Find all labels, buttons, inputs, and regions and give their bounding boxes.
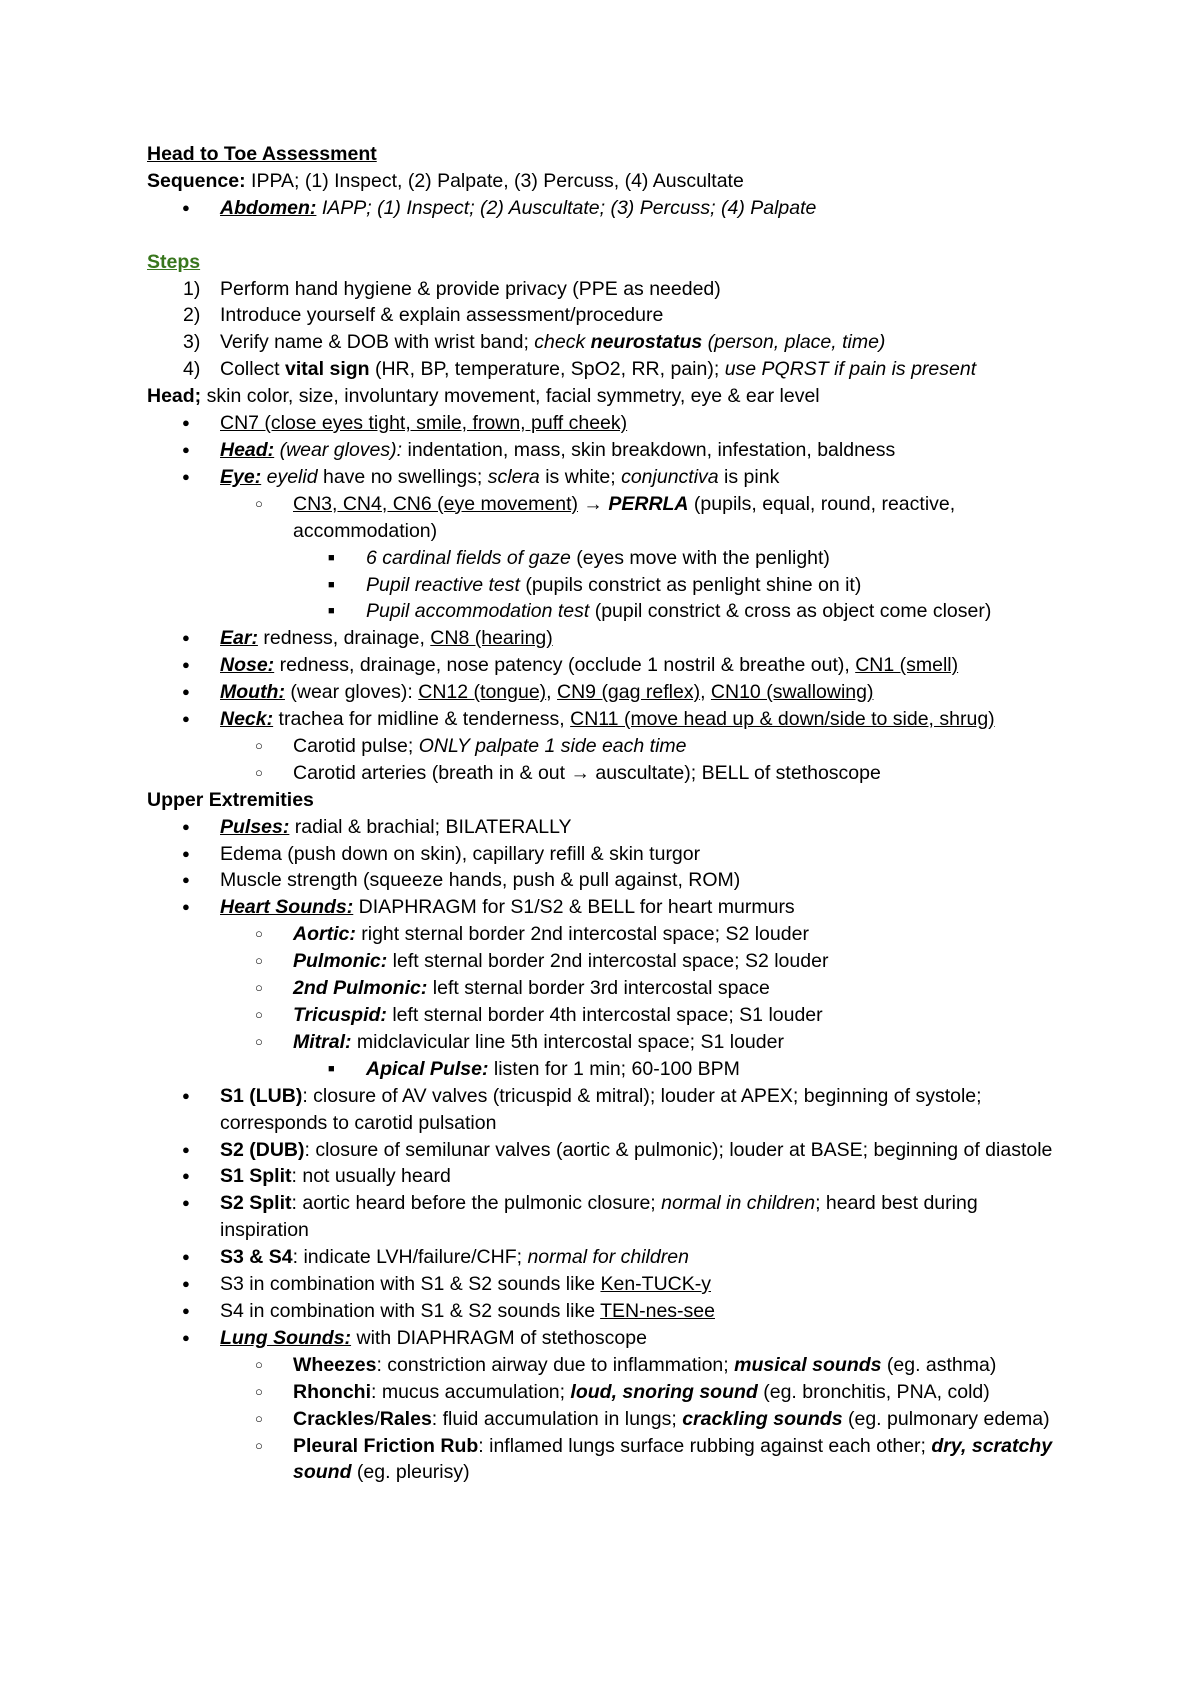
test-name: Pupil accommodation test bbox=[366, 600, 590, 623]
s3-item bbox=[147, 1271, 1067, 1298]
s2-split-text: : aortic heard before the pulmonic closure; bbox=[291, 1192, 662, 1215]
carotid-arteries-item bbox=[147, 760, 1067, 787]
square-marker: ■ bbox=[328, 1062, 335, 1075]
eye-text-italic: conjunctiva bbox=[621, 465, 719, 488]
s2-item bbox=[147, 1137, 1067, 1164]
auscultation-area-item bbox=[147, 1002, 1067, 1029]
area-desc: right sternal border 2nd intercostal space; S2 louder bbox=[355, 923, 809, 946]
area-name: 2nd Pulmonic: bbox=[293, 977, 428, 1000]
area-desc: left sternal border 3rd intercostal space bbox=[427, 977, 770, 1000]
neck-text: trachea for midline & tenderness, bbox=[273, 708, 571, 731]
eye-cn-text: CN3, CN4, CN6 (eye movement) bbox=[293, 492, 578, 515]
square-marker: ■ bbox=[328, 605, 335, 618]
s1-split-text: : not usually heard bbox=[291, 1165, 451, 1188]
blank-line bbox=[147, 222, 1067, 249]
nose-item bbox=[147, 652, 1067, 679]
mouth-text: (wear gloves): bbox=[284, 681, 419, 704]
bullet-marker: ● bbox=[182, 845, 190, 861]
comma-text: , bbox=[700, 681, 711, 704]
eye-text: is pink bbox=[718, 465, 780, 488]
wheezes-label: Wheezes bbox=[293, 1353, 377, 1376]
circle-marker: ○ bbox=[255, 926, 263, 942]
crackles-item bbox=[147, 1406, 1067, 1433]
bullet-marker: ● bbox=[182, 441, 190, 457]
muscle-text: Muscle strength (squeeze hands, push & pull against, ROM) bbox=[220, 869, 741, 892]
bullet-marker: ● bbox=[182, 1195, 190, 1211]
edema-item bbox=[147, 841, 1067, 868]
step-text-italic: check bbox=[534, 331, 591, 354]
test-name: Pupil reactive test bbox=[366, 573, 520, 596]
s4-text: S4 in combination with S1 & S2 sounds like bbox=[220, 1299, 601, 1322]
heart-sounds-text: DIAPHRAGM for S1/S2 & BELL for heart murmurs bbox=[353, 896, 795, 919]
bullet-marker: ● bbox=[182, 415, 190, 431]
test-desc: (pupils constrict as penlight shine on it) bbox=[519, 573, 862, 596]
carotid-pulse-note: ONLY palpate 1 side each time bbox=[418, 734, 687, 757]
test-desc: (eyes move with the penlight) bbox=[570, 546, 830, 569]
bullet-marker: ● bbox=[182, 1141, 190, 1157]
circle-marker: ○ bbox=[255, 1410, 263, 1426]
s3-s4-label: S3 & S4 bbox=[220, 1246, 293, 1269]
area-name: Pulmonic: bbox=[293, 950, 388, 973]
eye-test-item bbox=[147, 572, 1067, 599]
bullet-marker: ● bbox=[182, 899, 190, 915]
s3-s4-text: : indicate LVH/failure/CHF; bbox=[292, 1246, 528, 1269]
bullet-marker: ● bbox=[182, 1168, 190, 1184]
eye-text-italic: eyelid bbox=[261, 465, 318, 488]
bullet-marker: ● bbox=[182, 630, 190, 646]
ear-text: redness, drainage, bbox=[257, 627, 431, 650]
eye-test-item bbox=[147, 545, 1067, 572]
bullet-marker: ● bbox=[182, 818, 190, 834]
head-gloves: (wear gloves): bbox=[274, 438, 403, 461]
auscultation-area-item bbox=[147, 948, 1067, 975]
s2-label: S2 (DUB) bbox=[220, 1138, 305, 1161]
square-marker: ■ bbox=[328, 551, 335, 564]
head-line bbox=[147, 383, 1067, 410]
pulses-label: Pulses: bbox=[220, 815, 290, 838]
slash-text: / bbox=[374, 1407, 380, 1430]
step-number: 4) bbox=[183, 358, 201, 381]
head-label: Head: bbox=[220, 438, 275, 461]
step-text-bold: vital sign bbox=[285, 358, 370, 381]
neck-cn-text: CN11 (move head up & down/side to side, shrug) bbox=[570, 708, 995, 731]
step-text-italic: (person, place, time) bbox=[702, 331, 886, 354]
s3-s4-item bbox=[147, 1244, 1067, 1271]
head-item bbox=[147, 437, 1067, 464]
lung-sounds-text: with DIAPHRAGM of stethoscope bbox=[351, 1326, 647, 1349]
s3-text: S3 in combination with S1 & S2 sounds like bbox=[220, 1273, 601, 1296]
rales-label: Rales bbox=[379, 1407, 432, 1430]
apical-pulse-label: Apical Pulse: bbox=[366, 1057, 489, 1080]
step-number: 1) bbox=[183, 277, 201, 300]
circle-marker: ○ bbox=[255, 737, 263, 753]
sequence-line bbox=[147, 168, 1067, 195]
abdomen-text: IAPP; (1) Inspect; (2) Auscultate; (3) Percuss; (4) Palpate bbox=[316, 196, 817, 219]
steps-heading bbox=[147, 249, 1067, 276]
area-name: Aortic: bbox=[293, 923, 356, 946]
s4-word: TEN-nes-see bbox=[600, 1299, 715, 1322]
bullet-marker: ● bbox=[182, 711, 190, 727]
sequence-text: IPPA; (1) Inspect, (2) Palpate, (3) Percuss, (4) Auscultate bbox=[245, 169, 744, 192]
bullet-marker: ● bbox=[182, 199, 190, 215]
step-item bbox=[147, 329, 1067, 356]
muscle-item bbox=[147, 867, 1067, 894]
s1-item bbox=[147, 1083, 1067, 1137]
comma-text: , bbox=[546, 681, 558, 704]
bullet-marker: ● bbox=[182, 1249, 190, 1265]
arrow-text: → bbox=[578, 492, 609, 515]
bullet-marker: ● bbox=[182, 468, 190, 484]
auscultation-area-item bbox=[147, 1029, 1067, 1056]
lung-sounds-label: Lung Sounds: bbox=[220, 1326, 352, 1349]
eye-label: Eye: bbox=[220, 465, 262, 488]
pleural-friction-rub-item bbox=[147, 1433, 1067, 1487]
step-text: Verify name & DOB with wrist band; bbox=[220, 331, 535, 354]
carotid-arteries-text: Carotid arteries (breath in & out → auscultate); BELL of stethoscope bbox=[293, 761, 881, 784]
abdomen-item bbox=[147, 195, 1067, 222]
s2-text: : closure of semilunar valves (aortic & pulmonic); louder at BASE; beginning of diastole bbox=[304, 1138, 1053, 1161]
auscultation-area-item bbox=[147, 975, 1067, 1002]
bullet-marker: ● bbox=[182, 1329, 190, 1345]
steps-heading-text: Steps bbox=[147, 250, 201, 273]
s4-item bbox=[147, 1298, 1067, 1325]
test-desc: (pupil constrict & cross as object come closer) bbox=[589, 600, 992, 623]
circle-marker: ○ bbox=[255, 1437, 263, 1453]
crackles-example: (eg. pulmonary edema) bbox=[842, 1407, 1050, 1430]
s1-label: S1 (LUB) bbox=[220, 1084, 303, 1107]
document-body bbox=[147, 141, 1067, 1486]
area-name: Tricuspid: bbox=[293, 1004, 387, 1026]
circle-marker: ○ bbox=[255, 495, 263, 511]
s1-split-item bbox=[147, 1163, 1067, 1190]
circle-marker: ○ bbox=[255, 953, 263, 969]
eye-text: have no swellings; bbox=[317, 465, 488, 488]
step-text: Collect bbox=[220, 358, 286, 381]
upper-extremities-heading bbox=[147, 787, 1067, 814]
step-item bbox=[147, 302, 1067, 329]
step-item bbox=[147, 276, 1067, 303]
rhonchi-item bbox=[147, 1379, 1067, 1406]
step-number: 3) bbox=[183, 331, 201, 354]
circle-marker: ○ bbox=[255, 1007, 263, 1022]
wheezes-sound: musical sounds bbox=[734, 1353, 882, 1376]
wheezes-item bbox=[147, 1352, 1067, 1379]
area-desc: midclavicular line 5th intercostal space; S1 louder bbox=[351, 1030, 784, 1053]
carotid-pulse-text: Carotid pulse; bbox=[293, 734, 419, 757]
auscultation-area-item bbox=[147, 921, 1067, 948]
abdomen-label: Abdomen: bbox=[220, 196, 317, 219]
pulses-text: radial & brachial; BILATERALLY bbox=[289, 815, 572, 838]
circle-marker: ○ bbox=[255, 1356, 263, 1372]
test-name: 6 cardinal fields of gaze bbox=[366, 546, 571, 569]
ear-item bbox=[147, 625, 1067, 652]
s2-split-italic: normal in children bbox=[661, 1192, 816, 1215]
bullet-marker: ● bbox=[182, 1302, 190, 1318]
rhonchi-sound: loud, snoring sound bbox=[570, 1380, 758, 1403]
carotid-pulse-item bbox=[147, 733, 1067, 760]
nose-cn-text: CN1 (smell) bbox=[855, 654, 959, 677]
head-section-label: Head; bbox=[147, 385, 202, 408]
head-section-text: skin color, size, involuntary movement, facial symmetry, eye & ear level bbox=[201, 385, 820, 408]
mouth-label: Mouth: bbox=[220, 681, 285, 704]
area-desc: left sternal border 4th intercostal space; S1 louder bbox=[386, 1004, 823, 1026]
s3-word: Ken-TUCK-y bbox=[600, 1273, 711, 1296]
circle-marker: ○ bbox=[255, 764, 263, 780]
neck-item bbox=[147, 706, 1067, 733]
step-text: (HR, BP, temperature, SpO2, RR, pain); bbox=[369, 358, 725, 381]
s1-split-label: S1 Split bbox=[220, 1165, 292, 1188]
eye-text-italic: sclera bbox=[487, 465, 540, 488]
perrla-text: (pupils, equal, round, reactive, accommodation) bbox=[293, 492, 956, 542]
heart-sounds-label: Heart Sounds: bbox=[220, 896, 354, 919]
bullet-marker: ● bbox=[182, 1276, 190, 1292]
crackles-text: : fluid accumulation in lungs; bbox=[431, 1407, 683, 1430]
step-item bbox=[147, 356, 1067, 383]
mouth-cn12-text: CN12 (tongue) bbox=[418, 681, 547, 704]
rhonchi-text: : mucus accumulation; bbox=[371, 1380, 571, 1403]
step-text: Perform hand hygiene & provide privacy (PPE as needed) bbox=[220, 277, 721, 300]
step-text: Introduce yourself & explain assessment/procedure bbox=[220, 304, 664, 327]
edema-text: Edema (push down on skin), capillary refill & skin turgor bbox=[220, 842, 701, 865]
ear-cn-text: CN8 (hearing) bbox=[430, 627, 553, 650]
s3-s4-italic: normal for children bbox=[527, 1246, 689, 1269]
step-number: 2) bbox=[183, 304, 201, 327]
crackles-sound: crackling sounds bbox=[682, 1407, 843, 1430]
square-marker: ■ bbox=[328, 578, 335, 591]
circle-marker: ○ bbox=[255, 1383, 263, 1399]
nose-label: Nose: bbox=[220, 654, 275, 677]
eye-item bbox=[147, 464, 1067, 491]
area-desc: left sternal border 2nd intercostal space; S2 louder bbox=[387, 950, 829, 973]
step-text-italic: use PQRST if pain is present bbox=[724, 358, 977, 381]
pleural-example: (eg. pleurisy) bbox=[351, 1461, 470, 1484]
step-text-bold: neurostatus bbox=[590, 331, 703, 354]
pleural-text: : inflamed lungs surface rubbing against each other; bbox=[478, 1434, 932, 1457]
title-text: Head to Toe Assessment bbox=[147, 143, 377, 165]
sequence-label: Sequence: bbox=[147, 169, 246, 192]
rhonchi-example: (eg. bronchitis, PNA, cold) bbox=[757, 1380, 990, 1403]
heart-sounds-item bbox=[147, 894, 1067, 921]
ear-label: Ear: bbox=[220, 627, 258, 650]
mouth-item bbox=[147, 679, 1067, 706]
apical-pulse-text: listen for 1 min; 60-100 BPM bbox=[488, 1057, 740, 1080]
apical-pulse-item bbox=[147, 1056, 1067, 1083]
bullet-marker: ● bbox=[182, 657, 190, 673]
pleural-label: Pleural Friction Rub bbox=[293, 1434, 479, 1457]
cn7-item bbox=[147, 410, 1067, 437]
bullet-marker: ● bbox=[182, 1087, 190, 1103]
s1-text: : closure of AV valves (tricuspid & mitral); louder at APEX; beginning of systole; corresponds to carotid pulsation bbox=[220, 1084, 982, 1134]
circle-marker: ○ bbox=[255, 1033, 263, 1049]
eye-movement-item bbox=[147, 491, 1067, 545]
lung-sounds-item bbox=[147, 1325, 1067, 1352]
cn7-text: CN7 (close eyes tight, smile, frown, puff cheek) bbox=[220, 412, 628, 435]
bullet-marker: ● bbox=[182, 872, 190, 888]
s2-split-item bbox=[147, 1190, 1067, 1244]
mouth-cn10-text: CN10 (swallowing) bbox=[710, 681, 874, 704]
wheezes-example: (eg. asthma) bbox=[881, 1353, 997, 1376]
circle-marker: ○ bbox=[255, 980, 263, 996]
eye-text: is white; bbox=[539, 465, 622, 488]
rhonchi-label: Rhonchi bbox=[293, 1380, 371, 1403]
crackles-label: Crackles bbox=[293, 1407, 375, 1430]
area-name: Mitral: bbox=[293, 1030, 352, 1053]
head-text: indentation, mass, skin breakdown, infestation, baldness bbox=[402, 438, 896, 461]
perrla-label: PERRLA bbox=[608, 492, 689, 515]
pleural-sound: dry, scratchy sound bbox=[293, 1434, 1053, 1484]
neck-label: Neck: bbox=[220, 708, 274, 731]
nose-text: redness, drainage, nose patency (occlude 1 nostril & breathe out), bbox=[274, 654, 856, 677]
eye-test-item bbox=[147, 598, 1067, 625]
document-title bbox=[147, 141, 1067, 168]
pulses-item bbox=[147, 814, 1067, 841]
wheezes-text: : constriction airway due to inflammation; bbox=[376, 1353, 735, 1376]
mouth-cn9-text: CN9 (gag reflex) bbox=[557, 681, 701, 704]
upper-heading-text: Upper Extremities bbox=[147, 788, 314, 811]
s2-split-label: S2 Split bbox=[220, 1192, 292, 1215]
bullet-marker: ● bbox=[182, 684, 190, 700]
s2-split-text: ; heard best during inspiration bbox=[220, 1192, 978, 1242]
